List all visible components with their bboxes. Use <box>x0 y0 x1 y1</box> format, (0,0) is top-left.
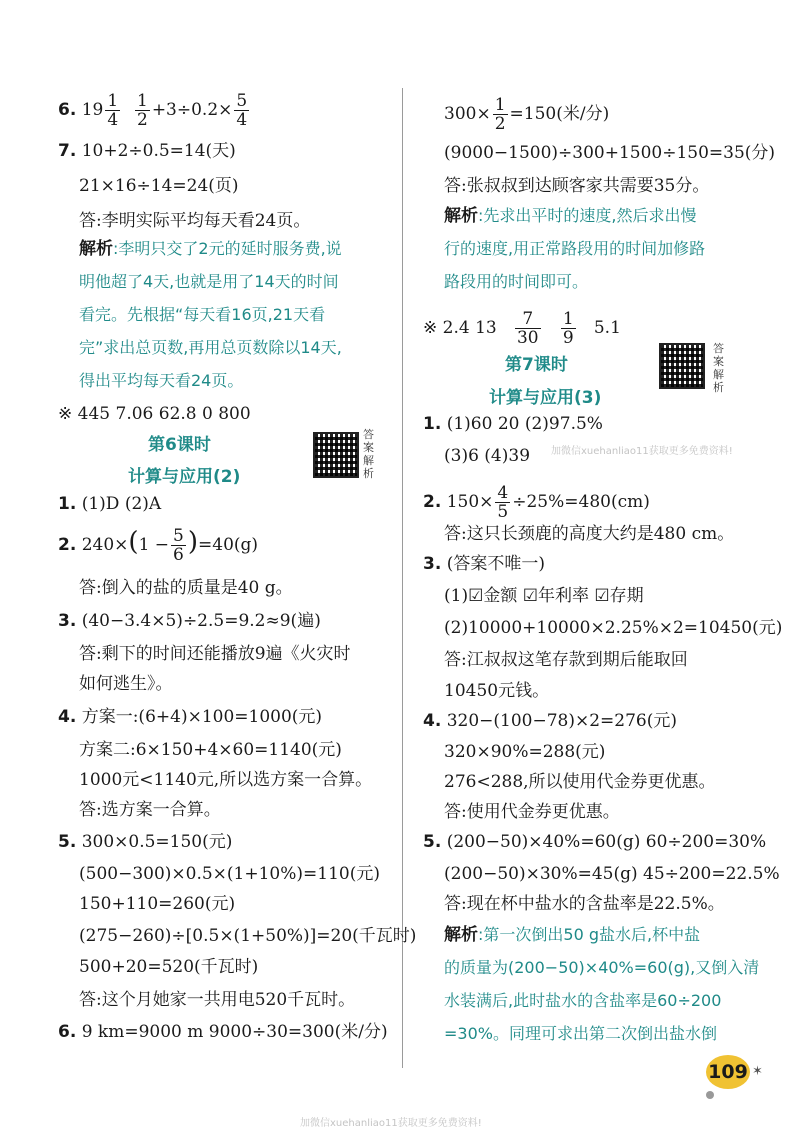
extra-answers <box>423 310 621 347</box>
expression: 150× <box>446 492 494 512</box>
explanation-text: 得出平均每天看24页。 <box>79 371 244 390</box>
right-paren: ) <box>187 527 199 557</box>
explanation-text: :李明只交了2元的延时服务费,说 <box>113 239 342 258</box>
fraction: $\frac{1}{2}$ <box>494 95 506 134</box>
explanation-text: 看完。先根据“每天看16页,21天看 <box>79 305 326 324</box>
answer-text: 10450元钱。 <box>444 681 550 701</box>
item-number: 6. <box>58 100 77 120</box>
equation: 276<288,所以使用代金券更优惠。 <box>444 772 716 792</box>
explanation-label: 解析 <box>444 206 478 226</box>
answer-text: 答:这个月她家一共用电520千瓦时。 <box>79 990 356 1010</box>
equation: 方案一:(6+4)×100=1000(元) <box>81 707 323 727</box>
qr-label: 答案解析 <box>363 428 374 480</box>
answer-3 <box>58 609 321 633</box>
expression: =150(米/分) <box>509 104 610 124</box>
speed-equation <box>444 96 609 133</box>
equation: 方案二:6×150+4×60=1140(元) <box>79 740 342 760</box>
lesson-title: 第6课时 <box>148 435 211 455</box>
answer-7-line1 <box>58 139 236 163</box>
expression: 240× <box>81 535 129 555</box>
explanation-text: 的质量为(200−50)×40%=60(g),又倒入清 <box>444 958 760 977</box>
left-paren: ( <box>128 527 139 557</box>
answer-text: 答:倒入的盐的质量是40 g。 <box>79 578 293 598</box>
answer-text: 答:选方案一合算。 <box>79 800 221 820</box>
explanation-text: :第一次倒出50 g盐水后,杯中盐 <box>478 925 701 944</box>
explanation-text: 明他超了4天,也就是用了14天的时间 <box>79 272 339 291</box>
checkbox-list: (1)☑金额 ☑年利率 ☑存期 <box>444 586 644 606</box>
equation: 150+110=260(元) <box>79 894 236 914</box>
answer-text: 答:使用代金券更优惠。 <box>444 802 620 822</box>
footer-watermark: 加微信xuehanliao11获取更多免费资料! <box>300 1118 482 1129</box>
equation: (275−260)÷[0.5×(1+50%)]=20(千瓦时) <box>79 926 417 946</box>
extra-answers: ※ 445 7.06 62.8 0 800 <box>58 404 251 424</box>
answer-text: 如何逃生》。 <box>79 674 173 694</box>
qr-code-icon[interactable] <box>659 343 705 389</box>
item-number: 5. <box>423 832 442 852</box>
item-number: 2. <box>423 492 442 512</box>
item-number: 1. <box>423 414 442 434</box>
lesson-subtitle: 计算与应用(3) <box>489 388 602 408</box>
fraction: $\frac{1}{4}$ <box>107 91 119 130</box>
equation: 10+2÷0.5=14(天) <box>81 141 236 161</box>
equation: (200−50)×40%=60(g) 60÷200=30% <box>446 832 767 852</box>
equation: (1)D (2)A <box>81 494 162 514</box>
answer-5 <box>423 830 766 854</box>
answer-5 <box>58 830 232 854</box>
answer-text: 答:张叔叔到达顾客家共需要35分。 <box>444 176 710 196</box>
explanation-text: 路段用的时间即可。 <box>444 272 589 291</box>
answer-text: 答:江叔叔这笔存款到期后能取回 <box>444 650 688 670</box>
equation: (200−50)×30%=45(g) 45÷200=22.5% <box>444 864 780 884</box>
equation: 300×0.5=150(元) <box>81 832 233 852</box>
explanation-text: 水装满后,此时盐水的含盐率是60÷200 <box>444 991 722 1010</box>
explanation-text: :先求出平时的速度,然后求出慢 <box>478 206 697 225</box>
item-number: 3. <box>58 611 77 631</box>
expression: 300× <box>444 104 491 124</box>
answer-6-fractions <box>58 92 251 129</box>
equation: 9 km=9000 m 9000÷30=300(米/分) <box>81 1022 388 1042</box>
explanation <box>444 204 696 228</box>
item-number: 3. <box>423 554 442 574</box>
answer-1 <box>423 412 603 436</box>
fraction: $\frac{4}{5}$ <box>497 483 509 522</box>
explanation <box>444 923 700 947</box>
item-number: 5. <box>58 832 77 852</box>
expression: 5.1 <box>593 318 621 338</box>
lesson-subtitle: 计算与应用(2) <box>128 467 241 487</box>
star-icon: ✶ <box>752 1064 763 1079</box>
mixed-whole: 19 <box>81 100 104 120</box>
expression: ※ 2.4 13 <box>423 318 497 338</box>
answer-6b <box>58 1020 388 1044</box>
item-number: 6. <box>58 1022 77 1042</box>
expression: =40(g) <box>198 535 259 555</box>
answer-1 <box>58 492 161 516</box>
answer-3 <box>423 552 545 576</box>
item-number: 2. <box>58 535 77 555</box>
answer-text: 答:这只长颈鹿的高度大约是480 cm。 <box>444 524 735 544</box>
dot-icon <box>706 1091 714 1099</box>
answer-text: 答:李明实际平均每天看24页。 <box>79 211 311 231</box>
answer-4 <box>58 705 322 729</box>
explanation <box>79 237 342 261</box>
equation: 320×90%=288(元) <box>444 742 606 762</box>
expression: 1 − <box>138 535 170 555</box>
fraction: $\frac{5}{6}$ <box>173 526 184 565</box>
expression: ÷25%=480(cm) <box>512 492 650 512</box>
column-divider <box>402 88 403 1068</box>
equation: (40−3.4×5)÷2.5=9.2≈9(遍) <box>81 611 321 631</box>
equation: (3)6 (4)39 <box>444 446 531 466</box>
explanation-text: 行的速度,用正常路段用的时间加修路 <box>444 239 706 258</box>
answer-2 <box>58 527 258 564</box>
fraction: $\frac{7}{30}$ <box>516 309 539 348</box>
item-number: 7. <box>58 141 77 161</box>
equation: (500−300)×0.5×(1+10%)=110(元) <box>79 864 380 884</box>
expression: +3÷0.2× <box>151 100 233 120</box>
explanation-text: 完”求出总页数,再用总页数除以14天, <box>79 338 342 357</box>
item-number: 4. <box>58 707 77 727</box>
explanation-label: 解析 <box>444 925 478 945</box>
answer-2 <box>423 484 650 521</box>
item-number: 1. <box>58 494 77 514</box>
fraction: $\frac{1}{2}$ <box>136 91 148 130</box>
explanation-label: 解析 <box>79 239 113 259</box>
equation: 500+20=520(千瓦时) <box>79 957 259 977</box>
fraction: $\frac{5}{4}$ <box>236 91 248 130</box>
answer-text: 答:剩下的时间还能播放9遍《火灾时 <box>79 644 351 664</box>
equation: 320−(100−78)×2=276(元) <box>446 711 677 731</box>
equation: (9000−1500)÷300+1500÷150=35(分) <box>444 143 776 163</box>
equation: 1000元<1140元,所以选方案一合算。 <box>79 770 373 790</box>
fraction: $\frac{1}{9}$ <box>562 309 574 348</box>
lesson-title: 第7课时 <box>505 355 568 375</box>
equation: 21×16÷14=24(页) <box>79 176 239 196</box>
answer-text: 答:现在杯中盐水的含盐率是22.5%。 <box>444 894 725 914</box>
answer-4 <box>423 709 677 733</box>
note: (答案不唯一) <box>446 554 545 574</box>
equation: (2)10000+10000×2.25%×2=10450(元) <box>444 618 783 638</box>
qr-code-icon[interactable] <box>313 432 359 478</box>
page-number: 109 <box>706 1055 750 1089</box>
equation: (1)60 20 (2)97.5% <box>446 414 603 434</box>
item-number: 4. <box>423 711 442 731</box>
watermark-text: 加微信xuehanliao11获取更多免费资料! <box>551 446 733 457</box>
qr-label: 答案解析 <box>713 342 724 394</box>
explanation-text: =30%。同理可求出第二次倒出盐水倒 <box>444 1024 717 1043</box>
